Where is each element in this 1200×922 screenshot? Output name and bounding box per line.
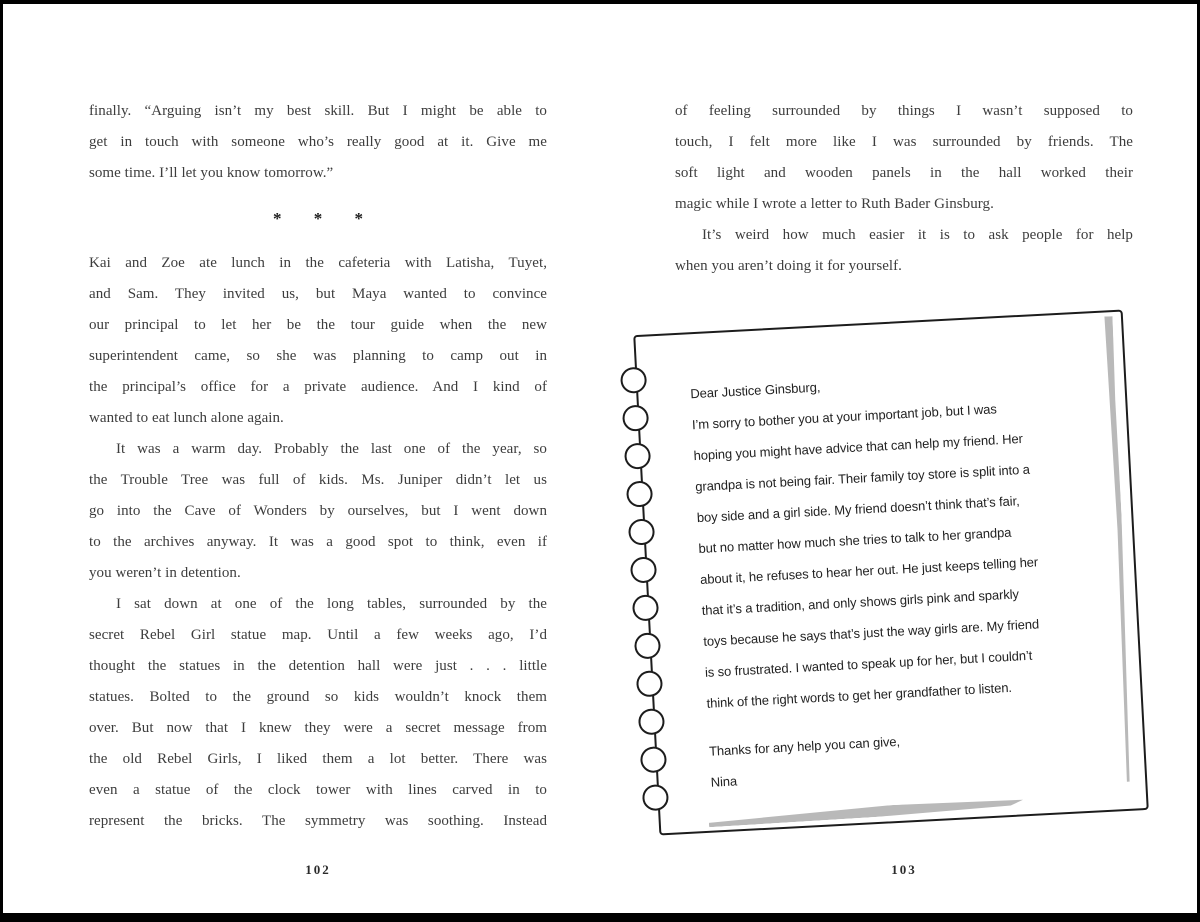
body-text-line: the Trouble Tree was full of kids. Ms. Juniper didn’t let us	[89, 472, 547, 488]
letter-line: think of the right words to get her grandfather to listen.	[706, 679, 1013, 711]
body-text-line: secret Rebel Girl statue map. Until a few weeks ago, I’d	[89, 627, 547, 643]
binding-hole-icon	[632, 594, 659, 621]
binding-hole-icon	[628, 518, 655, 545]
letter-line: I’m sorry to bother you at your important job, but I was	[691, 401, 998, 433]
body-text-line: the principal’s office for a private audience. And I kind of	[89, 379, 547, 395]
body-text-line: Kai and Zoe ate lunch in the cafeteria with Latisha, Tuyet,	[89, 255, 547, 271]
body-text-line: to the archives anyway. It was a good spot to think, even if	[89, 534, 547, 550]
letter-line: Dear Justice Ginsburg,	[689, 379, 821, 402]
letter-line: toys because he says that’s just the way girls are. My friend	[702, 616, 1040, 649]
binding-hole-icon	[636, 670, 663, 697]
letter-line: but no matter how much she tries to talk to her grandpa	[698, 524, 1012, 557]
body-text-line: finally. “Arguing isn’t my best skill. But I might be able to	[89, 103, 547, 119]
spiral-binding-holes	[635, 312, 1120, 337]
letter-text	[690, 357, 1123, 798]
binding-hole-icon	[634, 632, 661, 659]
body-text-line: and Sam. They invited us, but Maya wanted to convince	[89, 286, 547, 302]
body-text-line: wanted to eat lunch alone again.	[89, 410, 284, 426]
body-text-line: our principal to let her be the tour guide when the new	[89, 317, 547, 333]
marker-accent-bottom-edge	[708, 797, 1023, 827]
section-break-asterisks: * * *	[273, 209, 377, 228]
letter-closing	[708, 714, 1123, 797]
letter-line: about it, he refuses to hear her out. He just keeps telling her	[699, 554, 1039, 587]
left-page-text-column	[89, 96, 547, 837]
letter-closing-line: Nina	[710, 773, 738, 790]
body-text-line: magic while I wrote a letter to Ruth Bader Ginsburg.	[675, 196, 994, 212]
body-text-line: get in touch with someone who’s really good at it. Give me	[89, 134, 547, 150]
body-text-line: when you aren’t doing it for yourself.	[675, 258, 902, 274]
body-text-line: represent the bricks. The symmetry was soothing. Instead	[89, 813, 547, 829]
body-text-line: soft light and wooden panels in the hall worked their	[675, 165, 1133, 181]
body-text-line: the old Rebel Girls, I liked them a lot better. There was	[89, 751, 547, 767]
body-text-line: you weren’t in detention.	[89, 565, 241, 581]
body-text-line: over. But now that I knew they were a secret message from	[89, 720, 547, 736]
binding-hole-icon	[630, 556, 657, 583]
letter-line: boy side and a girl side. My friend doesn’t think that’s fair,	[696, 493, 1020, 526]
body-text-line: of feeling surrounded by things I wasn’t supposed to	[675, 103, 1133, 119]
binding-hole-icon	[624, 442, 651, 469]
page-number-left: 102	[305, 862, 331, 877]
body-text-line: some time. I’ll let you know tomorrow.”	[89, 165, 334, 181]
binding-hole-icon	[626, 480, 653, 507]
letter-line: is so frustrated. I wanted to speak up for her, but I couldn’t	[704, 647, 1033, 680]
body-text-line: superintendent came, so she was planning to camp out in	[89, 348, 547, 364]
notebook-letter-illustration	[633, 310, 1149, 836]
binding-hole-icon	[638, 708, 665, 735]
letter-line: that it’s a tradition, and only shows girls pink and sparkly	[701, 586, 1020, 618]
body-text-line: It’s weird how much easier it is to ask people for help	[702, 227, 1133, 243]
binding-hole-icon	[622, 404, 649, 431]
letter-line: grandpa is not being fair. Their family toy store is split into a	[694, 461, 1031, 495]
body-text-line: thought the statues in the detention hall were just . . . little	[89, 658, 547, 674]
body-text-line: go into the Cave of Wonders by ourselves, but I went down	[89, 503, 547, 519]
body-text-line: It was a warm day. Probably the last one of the year, so	[116, 441, 547, 457]
letter-line: hoping you might have advice that can help my friend. Her	[693, 430, 1024, 464]
binding-hole-icon	[642, 784, 669, 811]
body-text-line: I sat down at one of the long tables, surrounded by the	[116, 596, 547, 612]
body-text-line: even a statue of the clock tower with lines carved in to	[89, 782, 547, 798]
binding-hole-icon	[640, 746, 667, 773]
body-text-line: touch, I felt more like I was surrounded by friends. The	[675, 134, 1133, 150]
binding-hole-icon	[620, 367, 647, 394]
right-page-text-column	[675, 96, 1133, 282]
page-number-right: 103	[891, 862, 917, 877]
body-text-line: statues. Bolted to the ground so kids wouldn’t knock them	[89, 689, 547, 705]
letter-closing-line: Thanks for any help you can give,	[708, 733, 901, 759]
